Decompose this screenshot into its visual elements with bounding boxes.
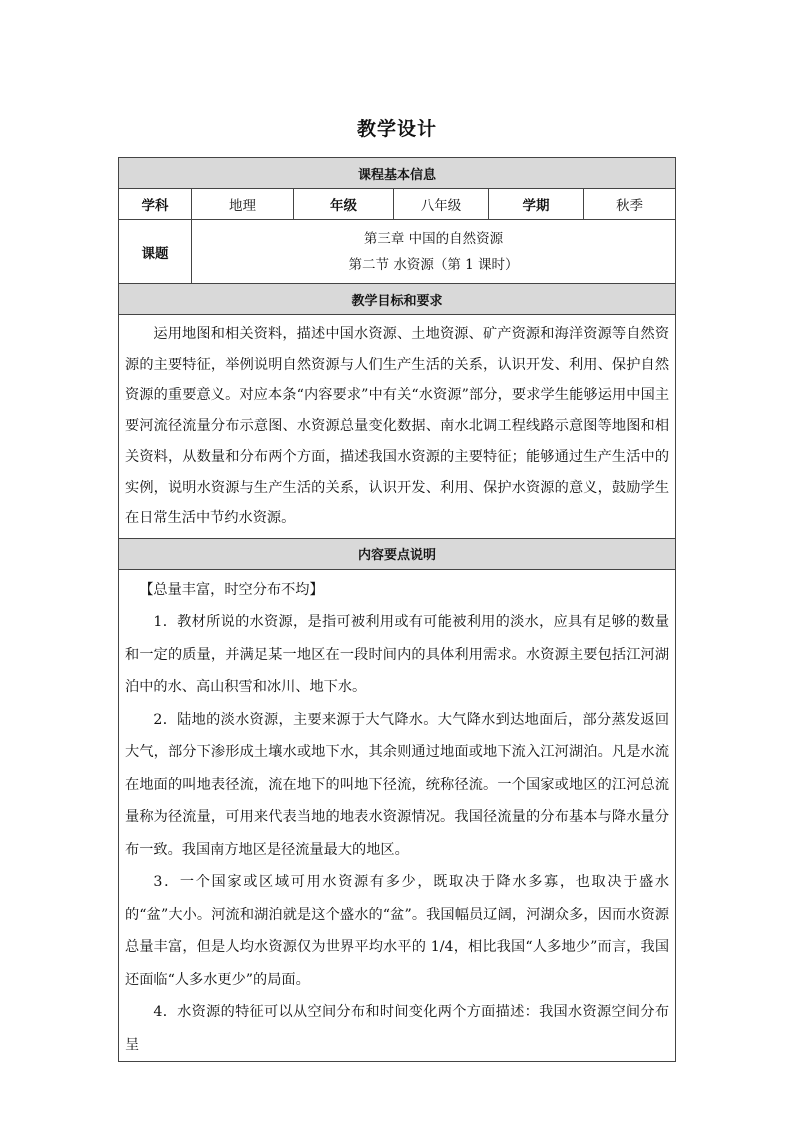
topic-value: [192, 220, 676, 284]
grade-label: 年级: [294, 189, 394, 220]
content-paragraph-1: 1．教材所说的水资源，是指可被利用或有可能被利用的淡水，应具有足够的数量和一定的质量，并满足某一地区在一段时间内的具体利用需求。水资源主要包括江河湖泊中的水、高山积雪和冰川、地下水。: [125, 614, 670, 696]
content-paragraph-4: 4．水资源的特征可以从空间分布和时间变化两个方面描述：我国水资源空间分布呈: [125, 1004, 670, 1053]
content-cell: [119, 569, 676, 1062]
chapter-title: 第三章 中国的自然资源: [363, 230, 504, 247]
subject-value: 地理: [192, 189, 294, 220]
section-goals: 教学目标和要求: [119, 284, 676, 315]
term-label: 学期: [489, 189, 584, 220]
content-paragraph-2: 2．陆地的淡水资源，主要来源于大气降水。大气降水到达地面后，部分蒸发返回大气，部分下渗形成土壤水或地下水，其余则通过地面或地下流入江河湖泊。凡是水流在地面的叫地表径流，流在地下的叫地下径流，统称径流。一个国家或地区的江河总流量称为径流量，可用来代表当地的地表水资源情况。我国径流量的分布基本与降水量分布一致。我国南方地区是径流量最大的地区。: [125, 711, 670, 858]
section-title: 第二节 水资源（第 1 课时）: [348, 256, 519, 273]
document-title: 教学设计: [356, 118, 437, 140]
lesson-plan-table: [118, 157, 676, 1062]
term-value: 秋季: [584, 189, 676, 220]
goals-cell: [119, 315, 676, 539]
grade-value: 八年级: [394, 189, 489, 220]
content-paragraph-3: 3．一个国家或区域可用水资源有多少，既取决于降水多寡，也取决于盛水的“盆”大小。河流和湖泊就是这个盛水的“盆”。我国幅员辽阔，河湖众多，因而水资源总量丰富，但是人均水资源仅为世界平均水平的 1/4，相比我国“人多地少”而言，我国还面临“人多水更少”的局面。: [125, 874, 670, 988]
topic-label: 课题: [119, 220, 192, 284]
section-content: 内容要点说明: [119, 538, 676, 569]
content-heading: 【总量丰富，时空分布不均】: [139, 581, 324, 598]
subject-label: 学科: [119, 189, 192, 220]
section-basic-info: 课程基本信息: [119, 158, 676, 189]
goals-text: 运用地图和相关资料，描述中国水资源、土地资源、矿产资源和海洋资源等自然资源的主要特征，举例说明自然资源与人们生产生活的关系，认识开发、利用、保护自然资源的重要意义。对应本条“内容要求”中有关“水资源”部分，要求学生能够运用中国主要河流径流量分布示意图、水资源总量变化数据、南水北调工程线路示意图等地图和相关资料，从数量和分布两个方面，描述我国水资源的主要特征；能够通过生产生活中的实例，说明水资源与生产生活的关系，认识开发、利用、保护水资源的意义，鼓励学生在日常生活中节约水资源。: [125, 326, 670, 527]
